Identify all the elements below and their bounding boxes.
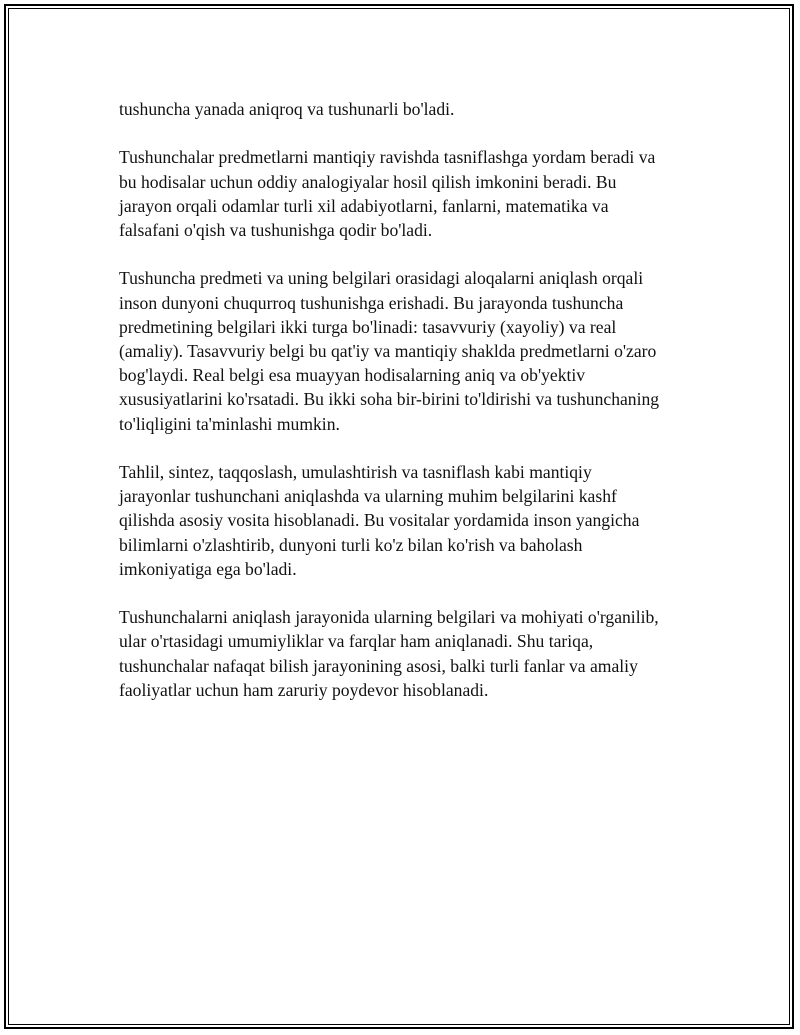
text-line: bilimlarni o'zlashtirib, dunyoni turli ko'z bilan ko'rish va baholash	[119, 534, 583, 555]
text-line: jarayonlar tushunchani aniqlashda va ularning muhim belgilarini kashf	[119, 486, 617, 507]
text-line: tushunchalar nafaqat bilish jarayonining asosi, balki turli fanlar va amaliy	[119, 655, 638, 676]
text-line: ular o'rtasidagi umumiyliklar va farqlar ham aniqlanadi. Shu tariqa,	[119, 631, 594, 652]
text-line: (amaliy). Tasavvuriy belgi bu qat'iy va mantiqiy shaklda predmetlarni o'zaro	[119, 341, 657, 361]
text-line: bog'laydi. Real belgi esa muayyan hodisalarning aniq va ob'yektiv	[119, 365, 586, 386]
paragraph	[119, 97, 689, 121]
text-line: falsafani o'qish va tushunishga qodir bo'ladi.	[119, 220, 433, 240]
text-line: tushuncha yanada aniqroq va tushunarli bo'ladi.	[119, 99, 455, 119]
text-line: jarayon orqali odamlar turli xil adabiyotlarni, fanlarni, matematika va	[119, 195, 609, 216]
text-line: Tushunchalarni aniqlash jarayonida ularning belgilari va mohiyati o'rganilib,	[119, 607, 659, 628]
text-line: predmetining belgilari ikki turga bo'linadi: tasavvuriy (xayoliy) va real	[119, 316, 617, 337]
text-line: Tushuncha predmeti va uning belgilari orasidagi aloqalarni aniqlash orqali	[119, 268, 644, 289]
paragraph	[119, 605, 689, 702]
text-line: Tahlil, sintez, taqqoslash, umulashtirish va tasniflash kabi mantiqiy	[119, 462, 592, 482]
text-line: qilishda asosiy vosita hisoblanadi. Bu vositalar yordamida inson yangicha	[119, 510, 640, 531]
text-line: faoliyatlar uchun ham zaruriy poydevor hisoblanadi.	[119, 679, 489, 700]
text-line: bu hodisalar uchun oddiy analogiyalar hosil qilish imkonini beradi. Bu	[119, 171, 617, 192]
document-page	[4, 4, 794, 1029]
document-body	[119, 97, 689, 726]
paragraph	[119, 145, 689, 242]
text-line: xususiyatlarini ko'rsatadi. Bu ikki soha bir-birini to'ldirishi va tushunchaning	[119, 389, 660, 410]
text-line: inson dunyoni chuqurroq tushunishga erishadi. Bu jarayonda tushuncha	[119, 292, 624, 313]
text-line: to'liqligini ta'minlashi mumkin.	[119, 413, 340, 434]
text-line: Tushunchalar predmetlarni mantiqiy ravishda tasniflashga yordam beradi va	[119, 147, 656, 168]
text-line: imkoniyatiga ega bo'ladi.	[119, 558, 297, 579]
paragraph	[119, 266, 689, 435]
paragraph	[119, 460, 689, 581]
